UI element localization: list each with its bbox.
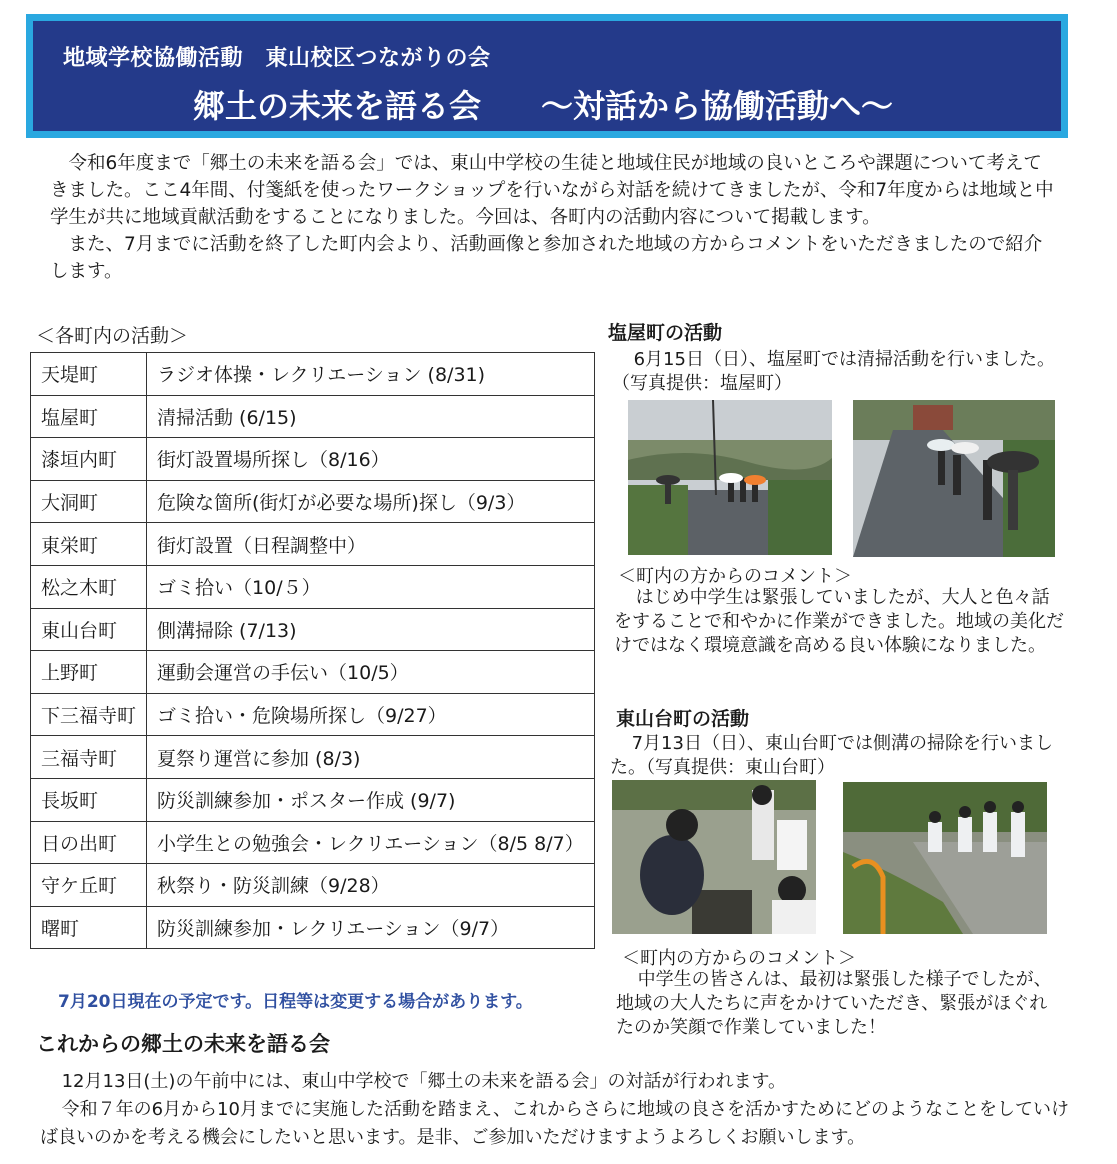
header-subtitle: 地域学校協働活動 東山校区つながりの会 — [63, 46, 491, 71]
activity-description: 夏祭り運営に参加 (8/3) — [147, 736, 595, 779]
activity-town: 大洞町 — [31, 480, 147, 523]
shioya-photo-2 — [853, 400, 1055, 557]
shioya-description: 6月15日（日）、塩屋町では清掃活動を行いました。（写真提供：塩屋町） — [612, 349, 1055, 394]
intro-paragraph-2: また、7月までに活動を終了した町内会より、活動画像と参加された地域の方からコメントをいただきましたので紹介します。 — [50, 234, 1043, 282]
activity-row — [31, 821, 595, 864]
activity-row — [31, 395, 595, 438]
activity-description: 街灯設置（日程調整中） — [147, 523, 595, 566]
activity-description: 防災訓練参加・ポスター作成 (9/7) — [147, 778, 595, 821]
activity-row — [31, 438, 595, 481]
higashiyamadai-photo-1 — [612, 780, 816, 934]
activity-description: ゴミ拾い（10/５） — [147, 565, 595, 608]
activity-town: 東山台町 — [31, 608, 147, 651]
higashiyamadai-description: 7月13日（日）、東山台町では側溝の掃除を行いました。（写真提供：東山台町） — [610, 733, 1053, 778]
activity-town: 曙町 — [31, 906, 147, 949]
activity-description: 街灯設置場所探し（8/16） — [147, 438, 595, 481]
higashiyamadai-comment-label: ＜町内の方からのコメント＞ — [622, 948, 856, 969]
activity-town: 上野町 — [31, 651, 147, 694]
intro-text — [50, 150, 1060, 285]
header-title: 郷土の未来を語る会 — [193, 87, 482, 125]
higashiyamadai-comment: 中学生の皆さんは、最初は緊張した様子でしたが、地域の大人たちに声をかけていただき、緊張がほぐれたのか笑顔で作業していました！ — [616, 969, 1052, 1038]
activity-description: ラジオ体操・レクリエーション (8/31) — [147, 353, 595, 396]
activity-row — [31, 778, 595, 821]
shioya-title: 塩屋町の活動 — [608, 322, 723, 344]
intro-paragraph-1: 令和6年度まで「郷土の未来を語る会」では、東山中学校の生徒と地域住民が地域の良いところや課題について考えてきました。ここ4年間、付箋紙を使ったワークショップを行いながら対話を続けてきましたが、令和7年度からは地域と中学生が共に地域貢献活動をすることになりました。今回は、各町内の活動内容について掲載します。 — [50, 153, 1054, 228]
higashiyamadai-photo-2 — [843, 782, 1047, 934]
activity-row — [31, 736, 595, 779]
activities-title: ＜各町内の活動＞ — [36, 325, 189, 347]
activity-row — [31, 608, 595, 651]
activity-description: 運動会運営の手伝い（10/5） — [147, 651, 595, 694]
header-banner — [26, 14, 1068, 138]
activity-town: 東栄町 — [31, 523, 147, 566]
future-title: これからの郷土の未来を語る会 — [36, 1032, 330, 1056]
activity-row — [31, 651, 595, 694]
activity-description: 小学生との勉強会・レクリエーション（8/5 8/7） — [147, 821, 595, 864]
activity-town: 天堤町 — [31, 353, 147, 396]
activity-town: 松之木町 — [31, 565, 147, 608]
future-text — [40, 1068, 1080, 1152]
activity-description: 清掃活動 (6/15) — [147, 395, 595, 438]
activity-description: ゴミ拾い・危険場所探し（9/27） — [147, 693, 595, 736]
activity-description: 危険な箇所(街灯が必要な場所)探し（9/3） — [147, 480, 595, 523]
higashiyamadai-title: 東山台町の活動 — [616, 708, 750, 730]
header-inner — [33, 21, 1061, 131]
activity-row — [31, 523, 595, 566]
activity-description: 側溝掃除 (7/13) — [147, 608, 595, 651]
future-paragraph-2: 令和７年の6月から10月までに実施した活動を踏まえ、これからさらに地域の良さを活かすためにどのようなことをしていけば良いのかを考える機会にしたいと思います。是非、ご参加いただけますようよろしくお願いします。 — [40, 1099, 1070, 1148]
activity-row — [31, 864, 595, 907]
activity-town: 長坂町 — [31, 778, 147, 821]
activity-town: 塩屋町 — [31, 395, 147, 438]
activity-description: 防災訓練参加・レクリエーション（9/7） — [147, 906, 595, 949]
activity-town: 下三福寺町 — [31, 693, 147, 736]
activity-row — [31, 480, 595, 523]
activity-town: 三福寺町 — [31, 736, 147, 779]
activity-row — [31, 565, 595, 608]
schedule-note: 7月20日現在の予定です。日程等は変更する場合があります。 — [58, 992, 533, 1012]
activity-row — [31, 693, 595, 736]
shioya-comment: はじめ中学生は緊張していましたが、大人と色々話をすることで和やかに作業ができました。地域の美化だけではなく環境意識を高める良い体験になりました。 — [614, 587, 1064, 656]
activity-town: 日の出町 — [31, 821, 147, 864]
activity-row — [31, 906, 595, 949]
future-paragraph-1: 12月13日(土)の午前中には、東山中学校で「郷土の未来を語る会」の対話が行われます。 — [61, 1071, 787, 1092]
activity-town: 守ケ丘町 — [31, 864, 147, 907]
header-title-line — [193, 81, 893, 127]
activities-table — [30, 352, 595, 949]
shioya-comment-label: ＜町内の方からのコメント＞ — [618, 566, 852, 587]
shioya-photo-1 — [628, 400, 832, 555]
activity-row — [31, 353, 595, 396]
header-tagline: ～対話から協働活動へ～ — [541, 87, 894, 125]
activity-description: 秋祭り・防災訓練（9/28） — [147, 864, 595, 907]
activity-town: 漆垣内町 — [31, 438, 147, 481]
